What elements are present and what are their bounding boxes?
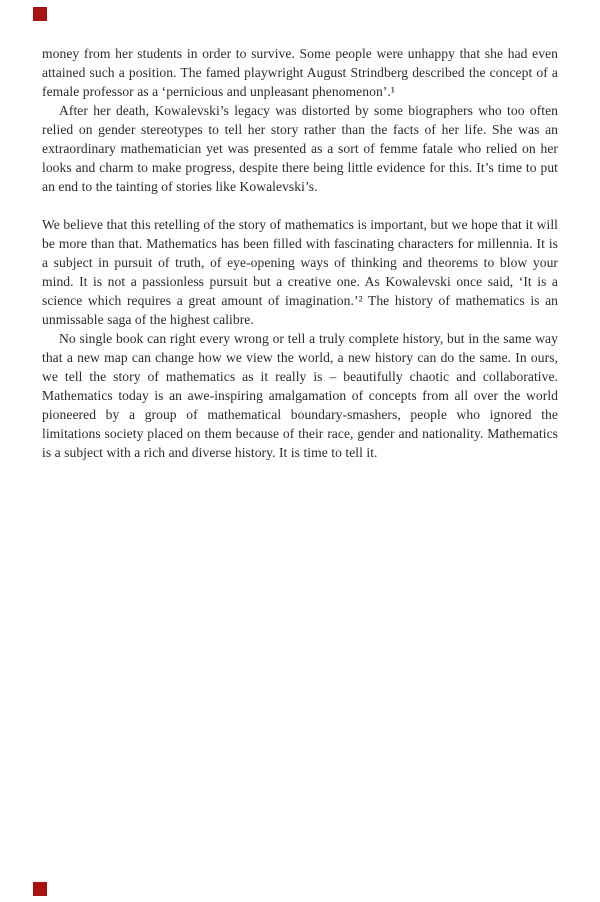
paragraph: We believe that this retelling of the story of mathematics is important, but we hope that it will be more than that. Mathematics has been filled with fascinating characters for millennia. It is a subject in pursuit of truth, of eye-opening ways of thinking and theorems to blow your mind. It is not a passionless pursuit but a creative one. As Kowalevski once said, ‘It is a science which requires a great amount of imagination.’² The history of mathematics is an unmissable saga of the highest calibre. [42, 217, 558, 327]
red-marker-top [33, 7, 47, 21]
paragraph: After her death, Kowalevski’s legacy was distorted by some biographers who too often relied on gender stereotypes to tell her story rather than the facts of her life. She was an extraordinary mathematician yet was presented as a sort of femme fatale who relied on her looks and charm to make progress, despite there being little evidence for this. It’s time to put an end to the tainting of stories like Kowalevski’s. [42, 103, 558, 194]
page-text [42, 44, 558, 462]
paragraph: money from her students in order to survive. Some people were unhappy that she had even attained such a position. The famed playwright August Strindberg described the concept of a female professor as a ‘pernicious and unpleasant phenomenon’.¹ [42, 46, 558, 99]
paragraph: No single book can right every wrong or tell a truly complete history, but in the same way that a new map can change how we view the world, a new history can do the same. In ours, we tell the story of mathematics as it really is – beautifully chaotic and collaborative. Mathematics today is an awe-inspiring amalgamation of concepts from all over the world pioneered by a group of mathematical boundary-smashers, people who ignored the limitations society placed on them because of their race, gender and nationality. Mathematics is a subject with a rich and diverse history. It is time to tell it. [42, 331, 558, 460]
red-marker-bottom [33, 882, 47, 896]
